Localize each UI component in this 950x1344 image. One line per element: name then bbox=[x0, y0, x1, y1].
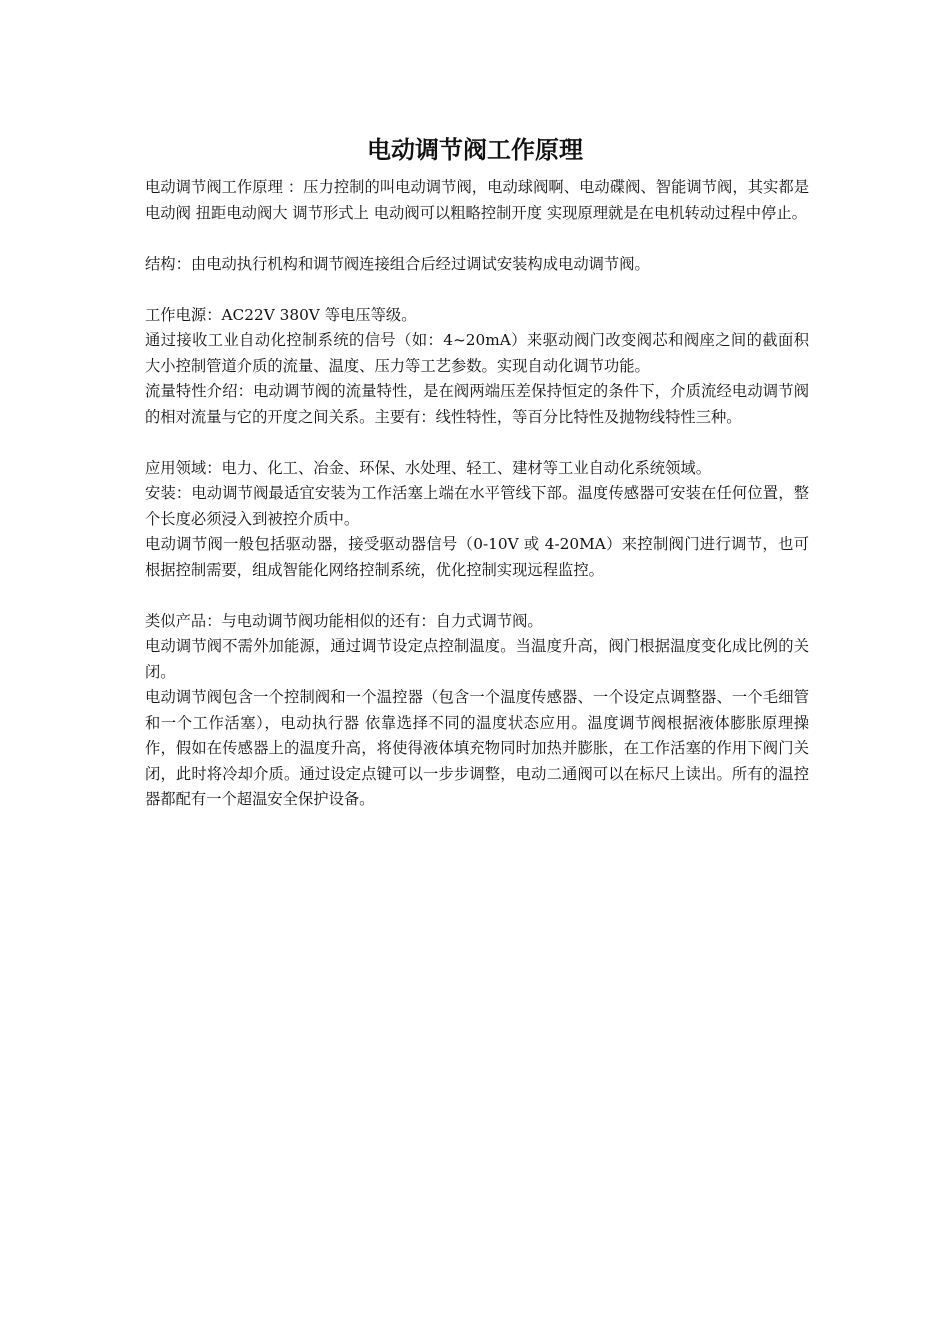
paragraph-installation: 安装：电动调节阀最适宜安装为工作活塞上端在水平管线下部。温度传感器可安装在任何位置，整个长度必须浸入到被控介质中。 bbox=[145, 484, 809, 528]
paragraph-spacer bbox=[145, 277, 809, 303]
paragraph-spacer bbox=[145, 430, 809, 456]
paragraph-components: 电动调节阀包含一个控制阀和一个温控器（包含一个温度传感器、一个设定点调整器、一个毛细管和一个工作活塞），电动执行器 依靠选择不同的温度状态应用。温度调节阀根据液体膨胀原理操作，假如在传感器上的温度升高，将使得液体填充物同时加热并膨胀，在工作活塞的作用下阀门关闭，此时将冷却介质。通过设定点键可以一步步调整，电动二通阀可以在标尺上读出。所有的温控器都配有一个超温安全保护设备。 bbox=[145, 688, 809, 808]
paragraph-signal: 通过接收工业自动化控制系统的信号（如：4~20mA）来驱动阀门改变阀芯和阀座之间的截面积大小控制管道介质的流量、温度、压力等工艺参数。实现自动化调节功能。 bbox=[145, 331, 809, 375]
paragraph-similar-products: 类似产品：与电动调节阀功能相似的还有：自力式调节阀。 bbox=[145, 611, 543, 630]
paragraph-spacer bbox=[145, 583, 809, 609]
paragraph-spacer bbox=[145, 226, 809, 252]
document-body bbox=[145, 175, 809, 813]
page-title: 电动调节阀工作原理 bbox=[367, 136, 583, 164]
paragraph-driver: 电动调节阀一般包括驱动器，接受驱动器信号（0-10V 或 4-20MA）来控制阀门进行调节，也可根据控制需要，组成智能化网络控制系统，优化控制实现远程监控。 bbox=[145, 535, 809, 579]
paragraph-power: 工作电源：AC22V 380V 等电压等级。 bbox=[145, 305, 417, 324]
paragraph-principle: 电动调节阀工作原理 ：压力控制的叫电动调节阀，电动球阀啊、电动碟阀、智能调节阀，其实都是电动阀 扭距电动阀大 调节形式上 电动阀可以粗略控制开度 实现原理就是在电机转动过程中停止。 bbox=[145, 178, 809, 222]
paragraph-flow-characteristics: 流量特性介绍：电动调节阀的流量特性，是在阀两端压差保持恒定的条件下，介质流经电动调节阀的相对流量与它的开度之间关系。主要有：线性特性，等百分比特性及抛物线特性三种。 bbox=[145, 382, 809, 426]
paragraph-no-external-power: 电动调节阀不需外加能源，通过调节设定点控制温度。当温度升高，阀门根据温度变化成比例的关闭。 bbox=[145, 637, 809, 681]
paragraph-applications: 应用领域：电力、化工、冶金、环保、水处理、轻工、建材等工业自动化系统领域。 bbox=[145, 458, 711, 477]
paragraph-structure: 结构：由电动执行机构和调节阀连接组合后经过调试安装构成电动调节阀。 bbox=[145, 254, 650, 273]
